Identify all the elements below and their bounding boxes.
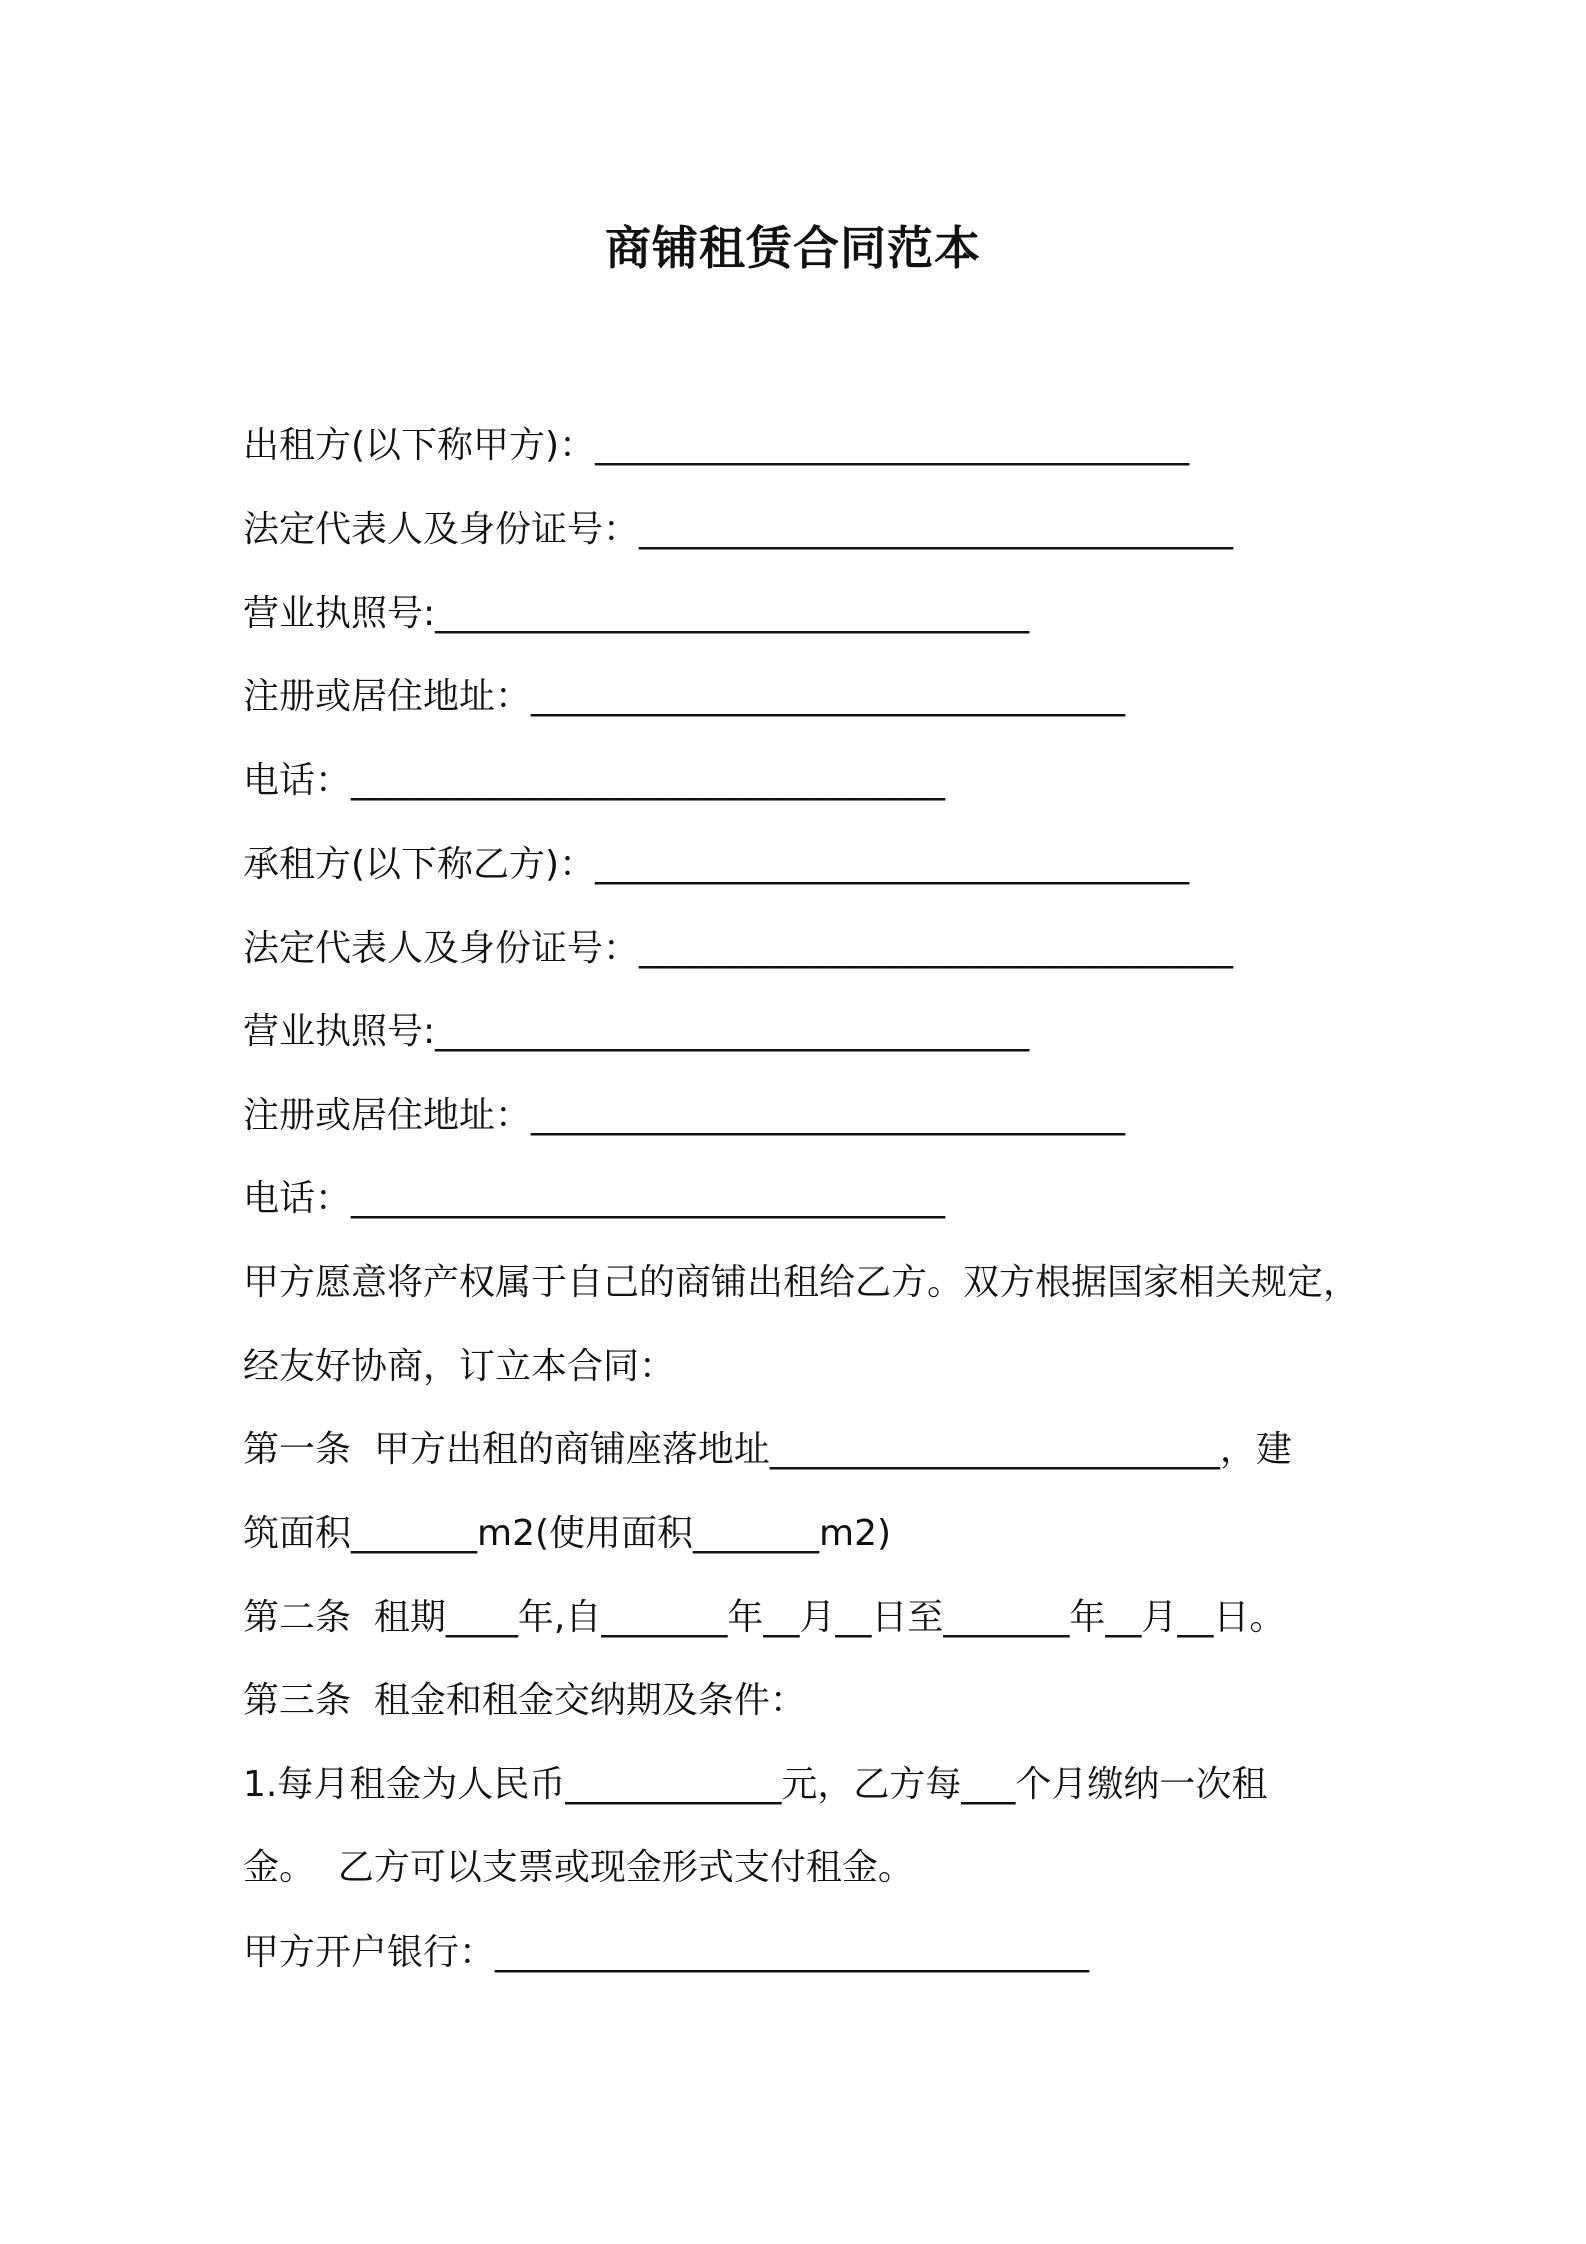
article-3-heading: 第三条 租金和租金交纳期及条件： xyxy=(243,1680,806,1721)
lessee-license-line: 营业执照号:_________________________________ xyxy=(243,1011,1030,1052)
article-1-line-2: 筑面积_______m2(使用面积_______m2) xyxy=(243,1513,892,1554)
agreement-intro-line-2: 经友好协商，订立本合同： xyxy=(243,1346,676,1387)
lessor-bank-line: 甲方开户银行：_________________________________ xyxy=(243,1932,1090,1973)
article-3-item-1-line-2: 金。 乙方可以支票或现金形式支付租金。 xyxy=(243,1847,914,1888)
article-3-item-1-line-1: 1.每月租金为人民币____________元，乙方每___个月缴纳一次租 xyxy=(243,1764,1268,1805)
document-title: 商铺租赁合同范本 xyxy=(605,221,981,275)
lessee-representative-line: 法定代表人及身份证号：_________________________________ xyxy=(243,928,1234,969)
article-2-line: 第二条 租期____年,自_______年__月__日至_______年__月__日。 xyxy=(243,1597,1286,1638)
lessor-name-line: 出租方(以下称甲方)：_________________________________ xyxy=(243,425,1190,466)
agreement-intro-line-1: 甲方愿意将产权属于自己的商铺出租给乙方。双方根据国家相关规定， xyxy=(243,1262,1360,1303)
lessor-address-line: 注册或居住地址：_________________________________ xyxy=(243,676,1126,717)
lessor-phone-line: 电话：_________________________________ xyxy=(243,760,946,801)
lessee-name-line: 承租方(以下称乙方)：_________________________________ xyxy=(243,844,1190,885)
lessor-license-line: 营业执照号:_________________________________ xyxy=(243,593,1030,634)
lessee-phone-line: 电话：_________________________________ xyxy=(243,1178,946,1219)
lessor-representative-line: 法定代表人及身份证号：_________________________________ xyxy=(243,509,1234,550)
lessee-address-line: 注册或居住地址：_________________________________ xyxy=(243,1095,1126,1136)
article-1-line-1: 第一条 甲方出租的商铺座落地址_________________________，建 xyxy=(243,1429,1292,1470)
